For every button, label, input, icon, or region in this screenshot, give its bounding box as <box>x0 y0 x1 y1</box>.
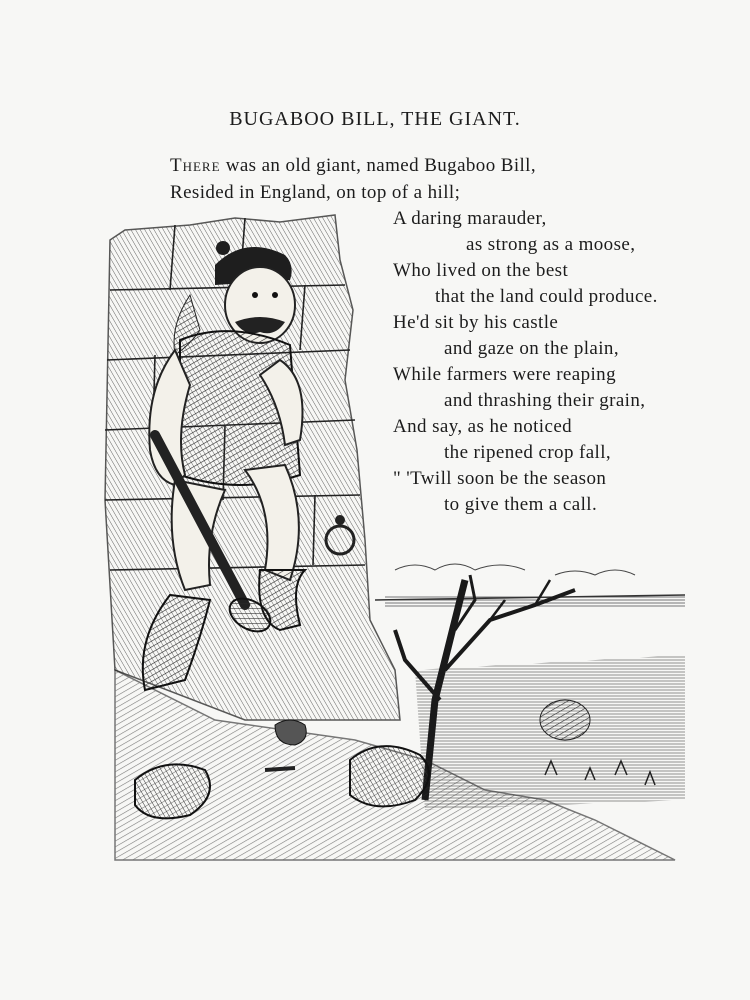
poem-line-1-rest: was an old giant, named Bugaboo Bill, <box>220 155 537 176</box>
poem-line-7: He'd sit by his castle <box>393 312 559 333</box>
poem-line-4: as strong as a moose, <box>466 234 636 255</box>
poem-line-13: " 'Twill soon be the season <box>393 468 607 489</box>
poem-line-2: Resided in England, on top of a hill; <box>170 182 461 203</box>
poem-first-word: There <box>170 155 221 176</box>
poem-line-3: A daring marauder, <box>393 208 547 229</box>
poem-line-6: that the land could produce. <box>435 286 658 307</box>
poem-line-10: and thrashing their grain, <box>444 390 646 411</box>
poem-line-9: While farmers were reaping <box>393 364 616 385</box>
page-title: BUGABOO BILL, THE GIANT. <box>229 108 521 130</box>
poem-line-12: the ripened crop fall, <box>444 442 612 463</box>
poem-line-8: and gaze on the plain, <box>444 338 619 359</box>
poem-line-5: Who lived on the best <box>393 260 569 281</box>
poem-line-11: And say, as he noticed <box>393 416 573 437</box>
poem-line-14: to give them a call. <box>444 494 598 515</box>
giant-illustration <box>95 200 695 880</box>
poem-line-1 <box>170 155 536 177</box>
